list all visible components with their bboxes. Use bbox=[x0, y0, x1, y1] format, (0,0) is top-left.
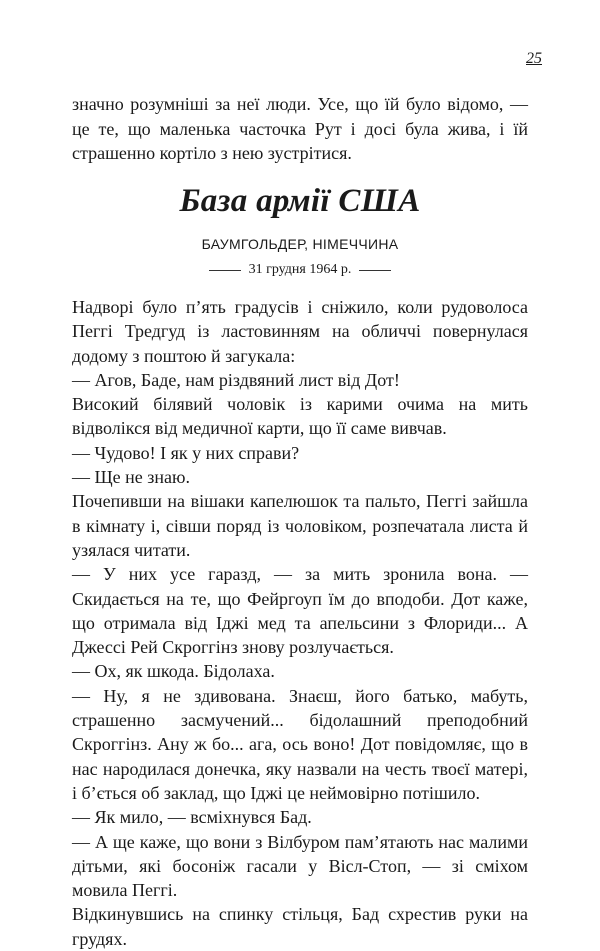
paragraph: Почепивши на вішаки капелюшок та пальто, Пеггі зайшла в кімнату і, сівши поряд із чоловіком, розпечатала листа й узялася читати. bbox=[72, 491, 528, 560]
paragraph: Високий білявий чоловік із карими очима на мить відволікся від медичної карти, що її саме вивчав. bbox=[72, 394, 528, 439]
paragraph: — Як мило, — всміхнувся Бад. bbox=[72, 807, 312, 828]
page-number: 25 bbox=[526, 50, 542, 67]
paragraph: Надворі було п’ять градусів і сніжило, коли рудоволоса Пеггі Тредгуд із ластовинням на обличчі повернулася додому з поштою й загукала: bbox=[72, 297, 528, 366]
paragraph: — Ну, я не здивована. Знаєш, його батько, мабуть, страшенно засмучений... бідолашний преподобний Скроггінз. Ану ж бо... ага, ось воно! Дот повідомляє, що в нас народилася донечка, яку назвали на честь твоєї матері, і б’ється об заклад, що Іджі це неймовірно потішило. bbox=[72, 685, 528, 803]
paragraph: Відкинувшись на спинку стільця, Бад схрестив руки на грудях. bbox=[72, 904, 528, 949]
date-rule-left bbox=[209, 270, 241, 271]
date-rule-right bbox=[359, 270, 391, 271]
chapter-date-line bbox=[0, 262, 600, 278]
paragraph: — Агов, Баде, нам різдвяний лист від Дот! bbox=[72, 369, 400, 390]
chapter-title: База армії США bbox=[179, 183, 421, 219]
body-text bbox=[72, 295, 528, 951]
paragraph: — У них усе гаразд, — за мить зронила вона. — Скидається на те, що Фейргоуп їм до вподоби. Дот каже, що отримала від Іджі мед та апельсини з Флориди... А Джессі Рей Скроггінз знову розлучається. bbox=[72, 564, 528, 658]
paragraph: — А ще каже, що вони з Вілбуром пам’ятають нас малими дітьми, які босоніж гасали у Вісл-Стоп, — зі сміхом мовила Пеггі. bbox=[72, 831, 528, 901]
intro-text bbox=[72, 92, 528, 166]
chapter-date: 31 грудня 1964 р. bbox=[248, 262, 352, 277]
paragraph: — Ще не знаю. bbox=[72, 467, 190, 488]
chapter-location: БАУМГОЛЬДЕР, НІМЕЧЧИНА bbox=[201, 236, 399, 252]
paragraph: — Ох, як шкода. Бідолаха. bbox=[72, 661, 275, 682]
paragraph: — Чудово! І як у них справи? bbox=[72, 442, 300, 463]
intro-paragraph: значно розумніші за неї люди. Усе, що їй було відомо, — це те, що маленька часточка Рут і досі була жива, і їй страшенно кортіло з нею зустрітися. bbox=[72, 94, 528, 163]
